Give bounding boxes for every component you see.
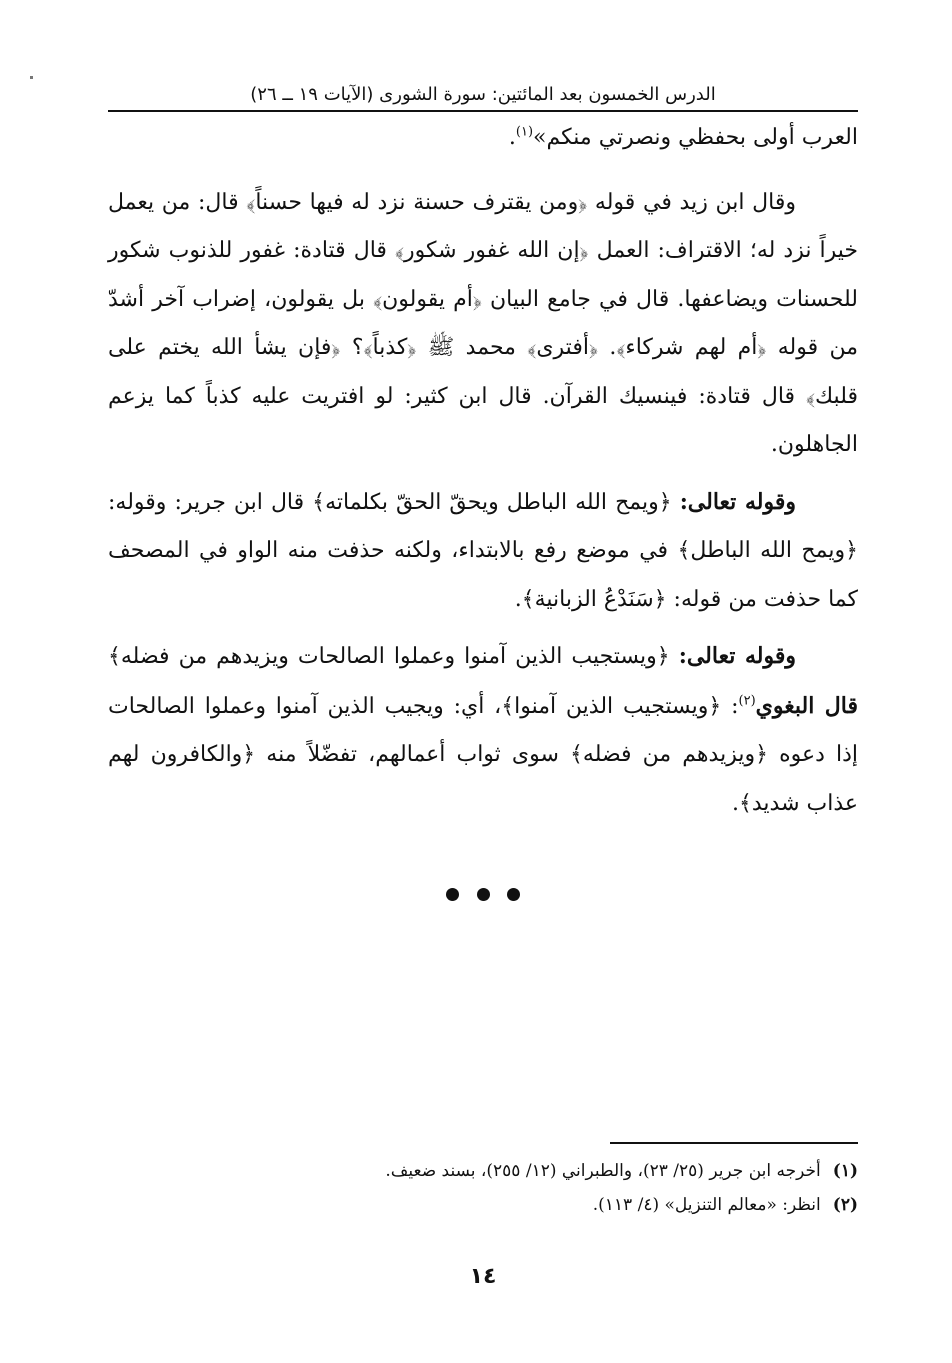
section-separator bbox=[108, 886, 858, 916]
running-header: الدرس الخمسون بعد المائتين: سورة الشورى (الآيات ١٩ ــ ٢٦) bbox=[108, 82, 858, 112]
separator-dot bbox=[507, 888, 520, 901]
separator-dot bbox=[477, 888, 490, 901]
footnote-divider bbox=[610, 1142, 858, 1144]
footnote-text: انظر: «معالم التنزيل» (٤/ ١١٣). bbox=[592, 1195, 821, 1215]
paragraph-text: ﴿ويمح الله الباطل ويحقّ الحقّ بكلماته﴾ قال ابن جرير: وقوله: ﴿ويمح الله الباطل﴾ في موضع رفع بالابتداء، ولكنه حذفت منه الواو في المصحف كما حذفت من قوله: ﴿سَنَدْعُ الزبانية﴾. bbox=[108, 489, 858, 612]
paragraph-continuation bbox=[108, 114, 858, 163]
paragraph-yamhu bbox=[108, 478, 858, 625]
paragraph-text: العرب أولى بحفظي ونصرتي منكم» bbox=[533, 125, 858, 150]
paragraph-text: وقال ابن زيد في قوله ﴿ومن يقترف حسنة نزد له فيها حسناً﴾ قال: من يعمل خيراً نزد له؛ الاقتراف: العمل ﴿إن الله غفور شكور﴾ قال قتادة: غفور للذنوب شكور للحسنات ويضاعفها. قال في جامع البيان ﴿أم يقولون﴾ بل يقولون، إضراب آخر أشدّ من قوله ﴿أم لهم شركاء﴾. ﴿أفترى﴾ محمد ﷺ ﴿كذباً﴾؟ ﴿فإن يشأ الله يختم على قلبك﴾ قال قتادة: فينسيك القرآن. قال ابن كثير: لو افتريت عليه كذباً كما يزعم الجاهلون. bbox=[108, 189, 858, 457]
paragraph-end: . bbox=[508, 125, 516, 150]
footnote-number: (١) bbox=[832, 1161, 858, 1181]
paragraph-lead: وقوله تعالى: bbox=[678, 643, 796, 669]
paragraph-ibn-zayd bbox=[108, 179, 858, 470]
scan-speck bbox=[30, 76, 33, 79]
paragraph-text: ﴿ويستجيب الذين آمنوا وعملوا الصالحات ويزيدهم من فضله﴾ bbox=[108, 644, 670, 669]
page-number: ١٤ bbox=[469, 1264, 497, 1289]
body-text bbox=[108, 114, 858, 828]
paragraph-text: : ﴿ويستجيب الذين آمنوا﴾، أي: ويجيب الذين آمنوا وعملوا الصالحات إذا دعوه ﴿ويزيدهم من فضله﴾ سوى ثواب أعمالهم، تفضّلاً منه ﴿والكافرون لهم عذاب شديد﴾. bbox=[108, 693, 858, 816]
paragraph-bold-source: قال البغوي bbox=[755, 692, 858, 719]
footnote-ref: (٢) bbox=[738, 693, 756, 709]
paragraph-lead: وقوله تعالى: bbox=[679, 488, 797, 515]
footnote-number: (٢) bbox=[832, 1195, 858, 1215]
footnote-2 bbox=[108, 1188, 858, 1222]
paragraph-yastajib bbox=[108, 632, 858, 828]
separator-dot bbox=[446, 888, 459, 901]
footnotes bbox=[108, 1154, 858, 1222]
footnote-1 bbox=[108, 1154, 858, 1188]
footnote-text: أخرجه ابن جرير (٢٥/ ٢٣)، والطبراني (١٢/ ٢٥٥)، بسند ضعيف. bbox=[385, 1161, 821, 1181]
footnote-ref: (١) bbox=[515, 124, 534, 140]
page bbox=[108, 82, 858, 1342]
